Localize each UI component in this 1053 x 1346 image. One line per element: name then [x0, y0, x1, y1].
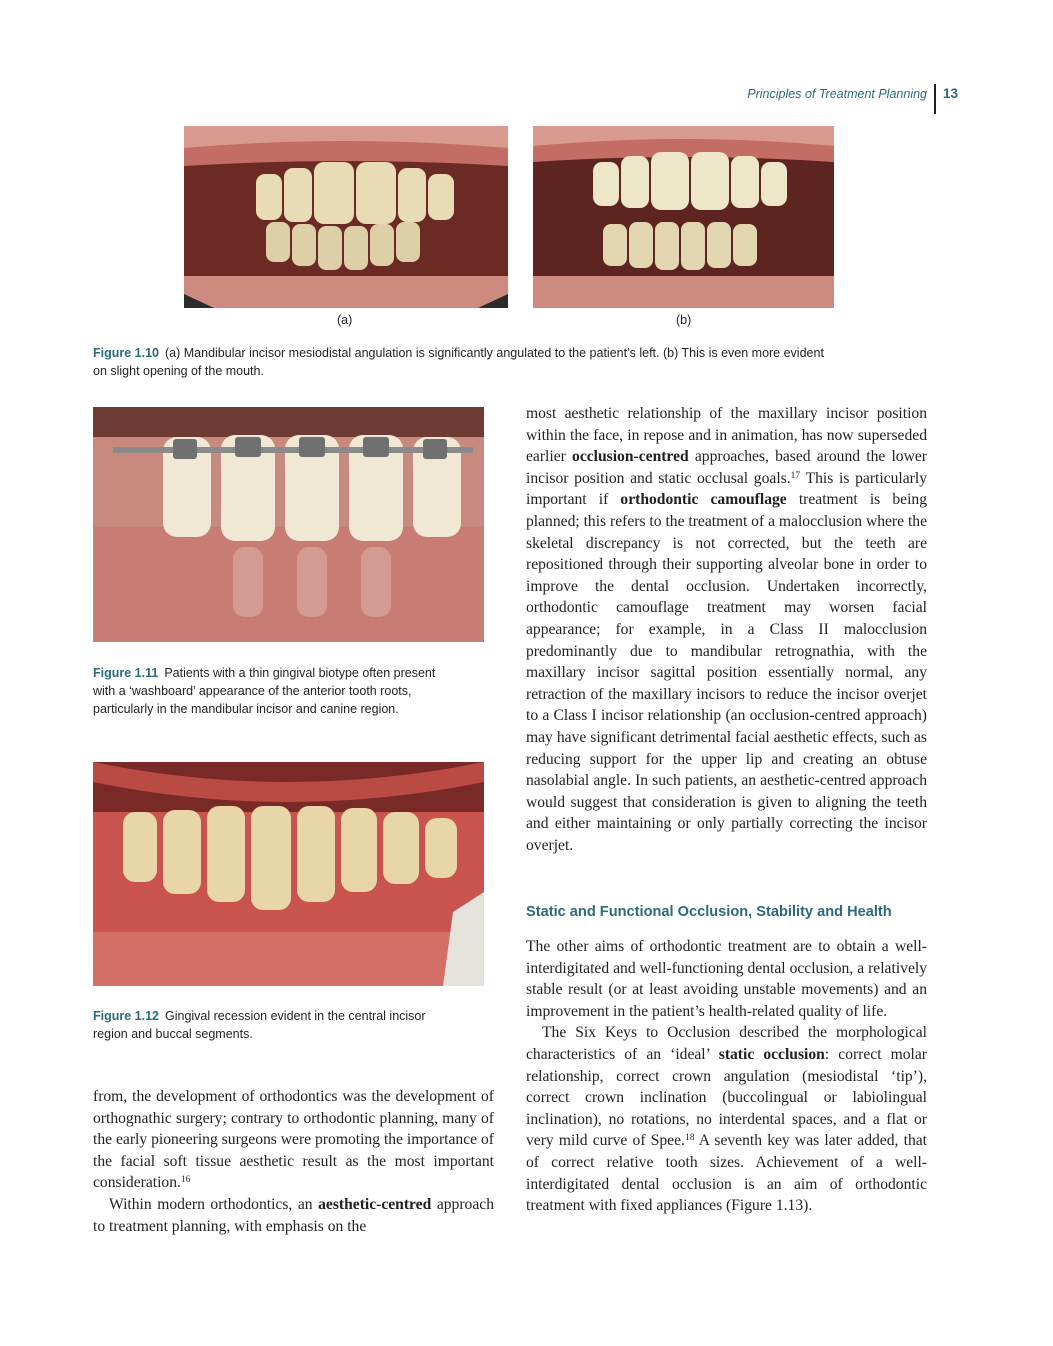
left-column-text — [93, 1086, 494, 1237]
figure-label: Figure 1.11 — [93, 666, 159, 680]
panel-label-b: (b) — [676, 313, 692, 327]
text-run: most aesthetic relationship of the maxillary incisor position within the face, in repose and in animation, has now superseded earlier — [526, 405, 927, 466]
page-number: 13 — [943, 86, 959, 101]
text-run: The Six Keys to Occlusion described the morphological characteristics of an ‘ideal’ — [526, 1024, 927, 1063]
running-title: Principles of Treatment Planning — [747, 87, 927, 101]
figure-label: Figure 1.12 — [93, 1009, 159, 1023]
paragraph — [93, 1086, 494, 1194]
text-run: from, the development of orthodontics was the development of orthognathic surgery; contrary to orthodontic planning, many of the early pioneering surgeons were promoting the importance of the facial soft tissue aesthetic result as the most important consideration. — [93, 1088, 494, 1192]
figure-1-10a-photo — [184, 126, 508, 308]
section-heading: Static and Functional Occlusion, Stability and Health — [526, 904, 892, 920]
text-run: treatment is being planned; this refers to the treatment of a malocclusion where the skeletal discrepancy is not corrected, but the teeth are repositioned through their supporting alveolar bone in order to improve the dental occlusion. Undertaken incorrectly, orthodontic camouflage treatment may worsen facial appearance; for example, in a Class II malocclusion predominantly due to mandibular retrognathia, with the maxillary incisor sagittal position essentially normal, any retraction of the maxillary incisors to reduce the incisor overjet to a Class I incisor relationship (an occlusion-centred approach) may have significant detrimental facial aesthetic effects, such as reducing support for the upper lip and creating an obtuse nasolabial angle. In such patients, an aesthetic-centred approach would suggest that consideration is given to aligning the teeth and either maintaining or only partially correcting the incisor overjet. — [526, 491, 927, 854]
figure-1-12-photo — [93, 762, 484, 986]
bold-term: occlusion-centred — [572, 448, 689, 466]
reference-superscript: 17 — [790, 470, 801, 481]
paragraph: The other aims of orthodontic treatment are to obtain a well-interdigitated and well-functioning dental occlusion, a relatively stable result (or at least avoiding unstable movements) and an improvement in the patient’s health-related quality of life. — [526, 938, 927, 1020]
paragraph — [93, 1194, 494, 1237]
caption-line: on slight opening of the mouth. — [93, 364, 264, 378]
figure-1-12-caption — [93, 1007, 493, 1043]
paragraph — [526, 1022, 927, 1216]
caption-line: particularly in the mandibular incisor and canine region. — [93, 702, 399, 716]
figure-1-10b-photo — [533, 126, 834, 308]
reference-superscript: 18 — [684, 1133, 695, 1144]
text-run: approaches, based around the lower incisor position and static occlusal goals. — [526, 448, 927, 487]
text-run: : correct molar relationship, correct crown angulation (mesiodistal ‘tip’), correct crown inclination (buccolingual or labiolingual inclination), no rotations, no interdental spaces, and a flat or very mild curve of Spee. — [526, 1045, 928, 1150]
figure-label: Figure 1.10 — [93, 346, 159, 360]
caption-line: with a ‘washboard’ appearance of the anterior tooth roots, — [93, 684, 412, 698]
figure-1-10-caption — [93, 344, 933, 380]
text-run: Within modern orthodontics, an — [109, 1195, 313, 1213]
caption-line: region and buccal segments. — [93, 1027, 253, 1041]
bold-term: static occlusion — [718, 1045, 825, 1063]
header-divider — [934, 84, 936, 114]
right-column-text-bottom — [526, 936, 927, 1217]
panel-label-a: (a) — [337, 313, 353, 327]
text-run: approach to treatment planning, with emphasis on the — [93, 1195, 494, 1235]
page-header — [0, 84, 1053, 116]
bold-term: aesthetic-centred — [318, 1195, 432, 1213]
paragraph — [526, 403, 927, 856]
text-run: A seventh key was later added, that of correct relative tooth sizes. Achievement of a well-interdigitated dental occlusion is an aim of orthodontic treatment with fixed appliances (Figure 1.13). — [526, 1132, 927, 1215]
right-column-text-top — [526, 403, 927, 856]
caption-line: (a) Mandibular incisor mesiodistal angulation is significantly angulated to the patient’s left. (b) This is even more evident — [165, 346, 824, 360]
caption-line: Patients with a thin gingival biotype often present — [164, 666, 436, 680]
figure-1-11-photo — [93, 407, 484, 642]
text-run: This is particularly important if — [526, 469, 927, 509]
caption-line: Gingival recession evident in the central incisor — [165, 1009, 426, 1023]
reference-superscript: 16 — [180, 1175, 191, 1186]
figure-1-11-caption — [93, 664, 493, 718]
bold-term: orthodontic camouflage — [620, 491, 787, 509]
